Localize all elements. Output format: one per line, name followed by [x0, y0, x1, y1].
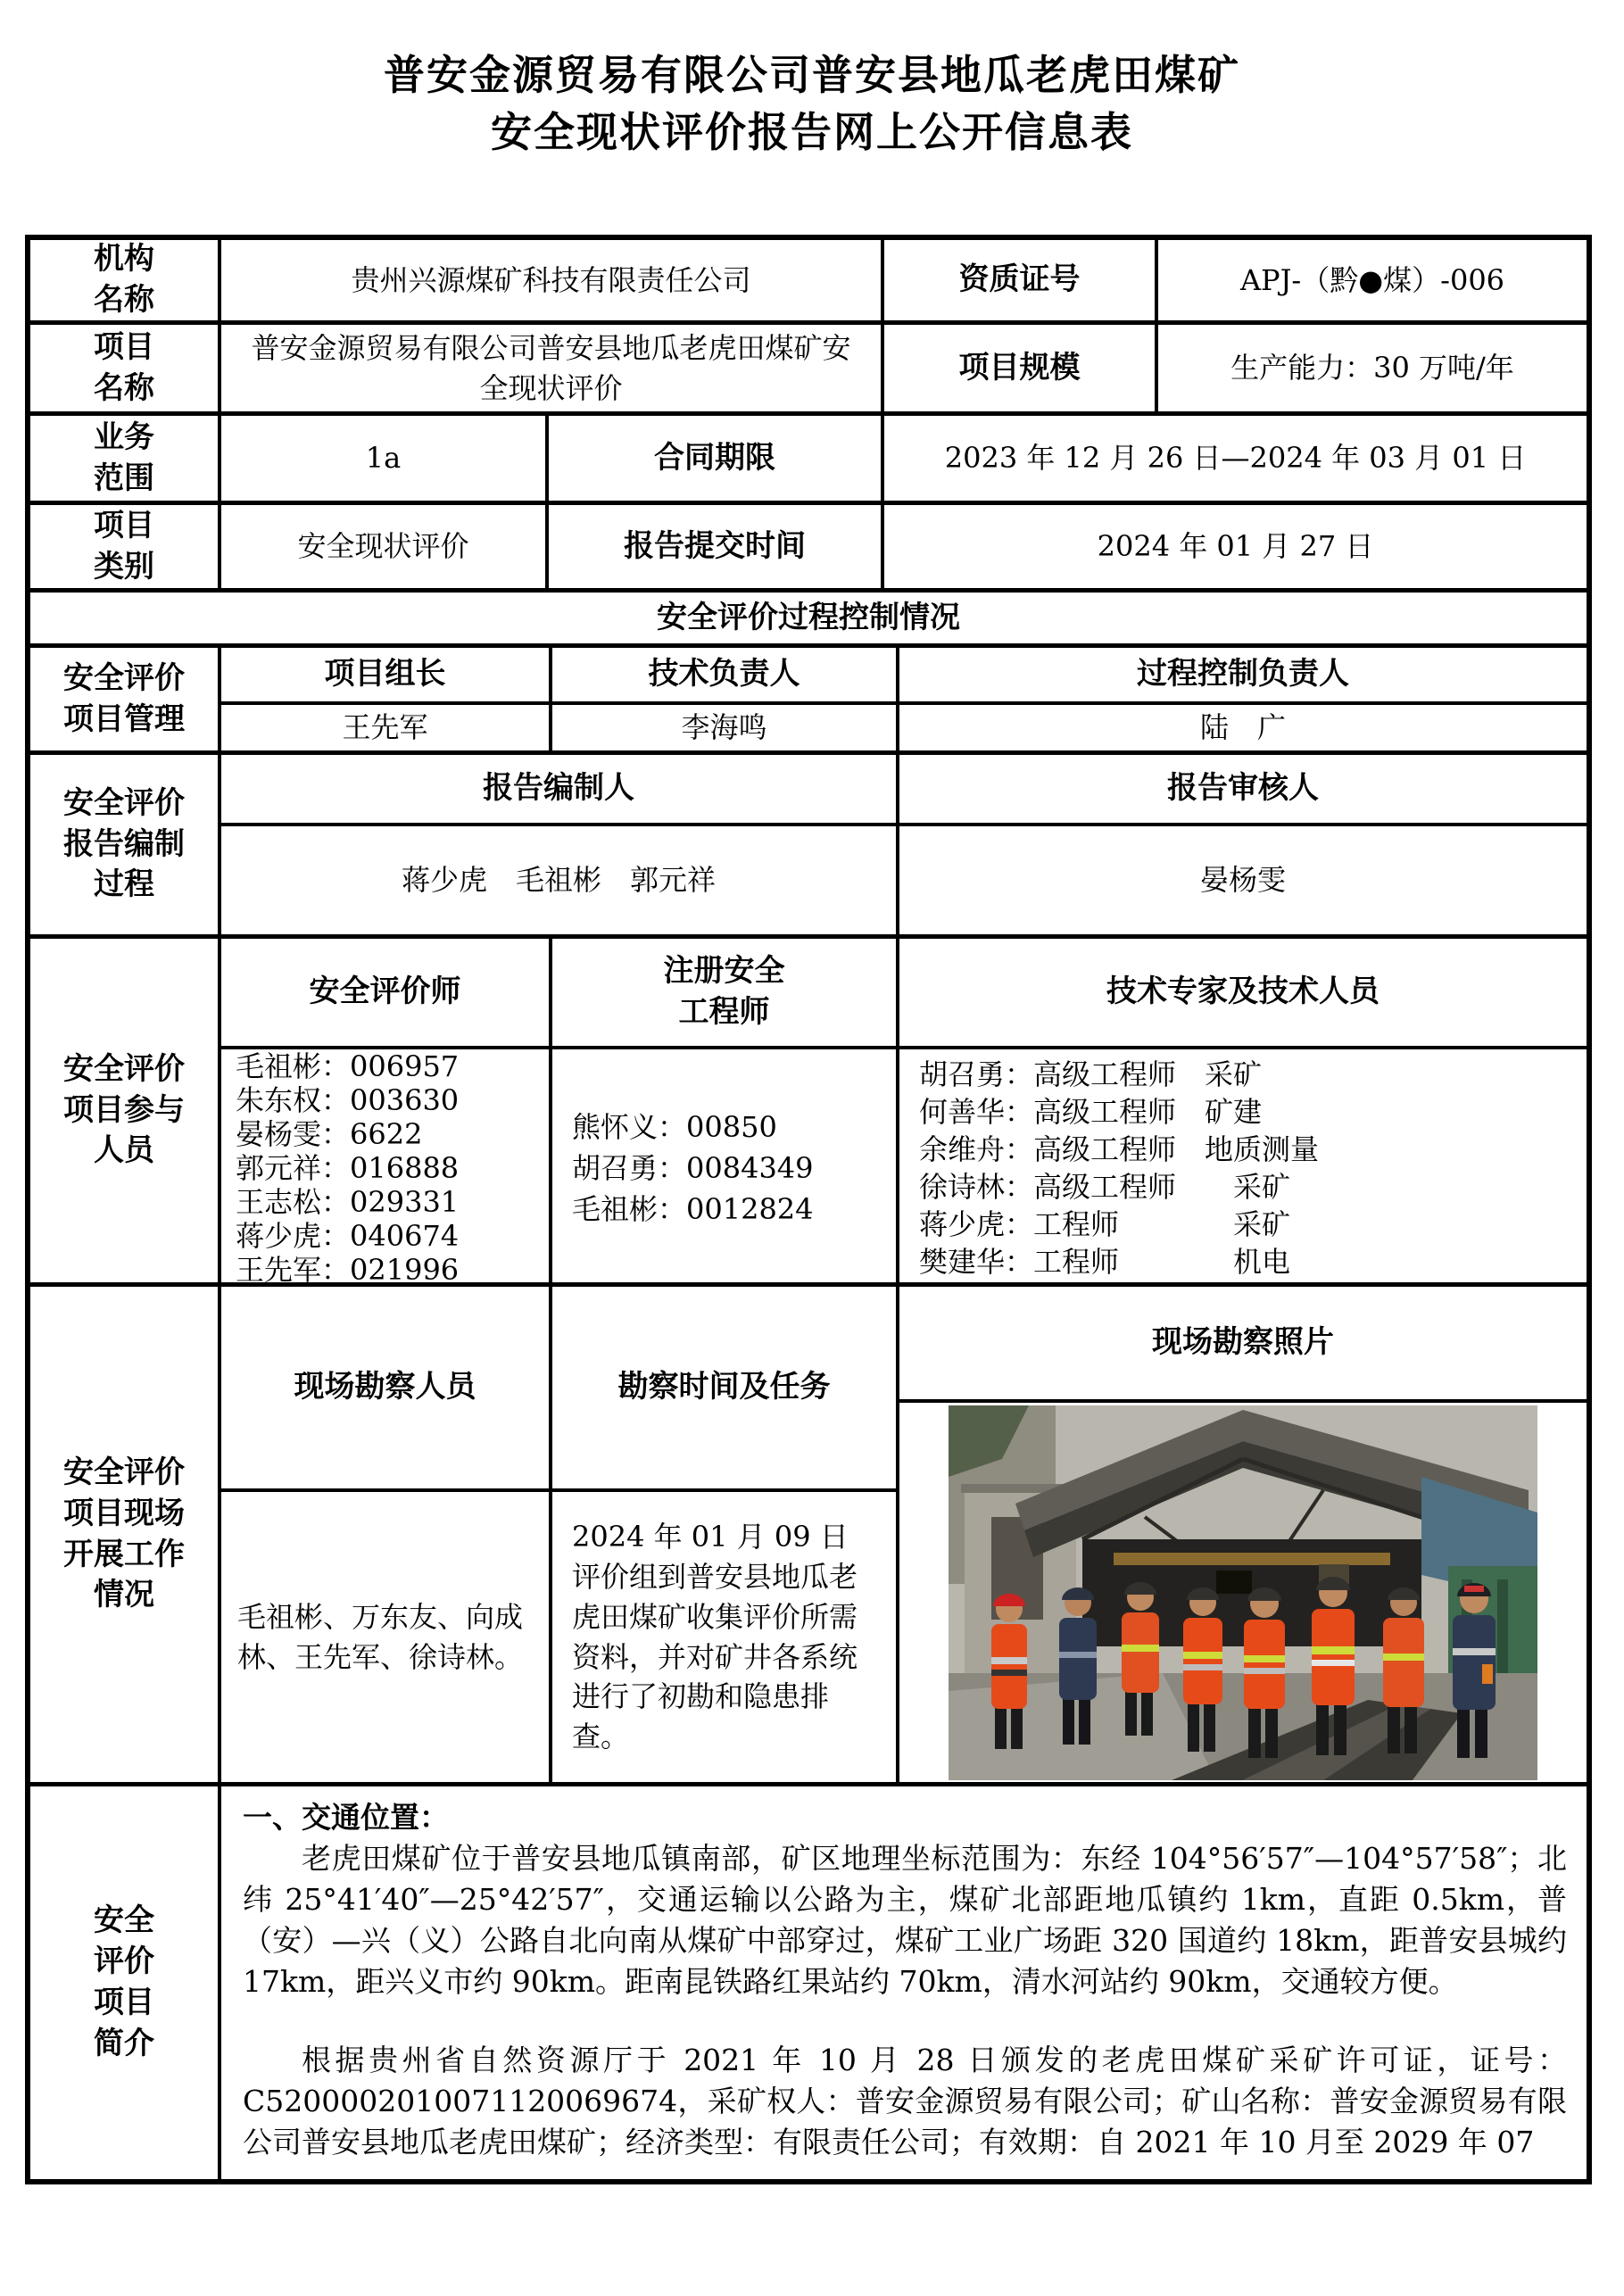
- project-management-label: 安全评价项目管理: [63, 659, 185, 737]
- report-compilation-label-cell: [30, 755, 218, 934]
- site-task-header: 勘察时间及任务: [552, 1287, 896, 1492]
- row-project-type: [30, 501, 1587, 588]
- section-project-intro: [30, 1782, 1587, 2179]
- project-type-label-cell: [30, 505, 218, 588]
- report-reviewer-label: 报告审核人: [896, 755, 1587, 823]
- project-type-value: 安全现状评价: [218, 505, 545, 588]
- section-report-compilation: [30, 750, 1587, 934]
- intro-heading: 一、交通位置：: [243, 1800, 449, 1835]
- process-control-section-title: 安全评价过程控制情况: [657, 599, 960, 635]
- management-header-row: [221, 648, 1587, 701]
- project-intro-label-cell: [30, 1786, 218, 2179]
- report-reviewer-name: 晏杨雯: [896, 826, 1587, 934]
- row-business-scope: [30, 411, 1587, 501]
- report-writer-names: 蒋少虎 毛祖彬 郭元祥: [401, 863, 716, 898]
- row-project-name: [30, 320, 1587, 411]
- business-scope-label-cell: [30, 416, 218, 501]
- cert-no-label: 资质证号: [881, 240, 1155, 320]
- evaluator-item: 王志松：029331: [236, 1185, 460, 1219]
- document-title-line1: 普安金源贸易有限公司普安县地瓜老虎田煤矿: [384, 51, 1240, 99]
- document-title-line2: 安全现状评价报告网上公开信息表: [491, 108, 1133, 156]
- team-leader-label: 项目组长: [324, 656, 446, 692]
- team-leader-name: 王先军: [342, 710, 428, 745]
- site-task-column: [549, 1287, 896, 1782]
- participants-names-row: [221, 1046, 1587, 1287]
- site-photo-header: 现场勘察照片: [899, 1287, 1587, 1403]
- intro-paragraph: 老虎田煤矿位于普安县地瓜镇南部，矿区地理坐标范围为：东经 104°56′57″—104°57′58″；北纬 25°41′40″—25°42′57″，交通运输以公路为主，煤矿北部距地瓜镇约 1km，直距 0.5km，普（安）—兴（义）公路自北向南从煤矿中部穿过，煤矿工业广场距 320 国道约 18km，距普安县城约 17km，距兴义市约 90km。距南昆铁路红果站约 70km，清水河站约 90km，交通较方便。: [243, 1841, 1567, 1999]
- evaluators-list: [221, 1049, 549, 1287]
- business-scope-label: 业务范围: [94, 419, 154, 496]
- project-intro-content: [218, 1786, 1587, 2179]
- organization-value: 贵州兴源煤矿科技有限责任公司: [218, 240, 881, 320]
- contract-period-value: 2023 年 12 月 26 日—2024 年 03 月 01 日: [881, 416, 1587, 501]
- site-photo-cell: [899, 1403, 1587, 1782]
- expert-item: 徐诗林：高级工程师 采矿: [919, 1170, 1291, 1204]
- row-organization: [30, 240, 1587, 320]
- project-name-label: 项目名称: [94, 328, 154, 406]
- site-photo-column: [896, 1287, 1587, 1782]
- project-scale-value: 生产能力：30 万吨/年: [1155, 325, 1587, 411]
- info-table: [25, 235, 1592, 2184]
- engineer-item: 熊怀义：00850: [572, 1110, 777, 1144]
- project-type-label: 项目类别: [94, 507, 154, 584]
- project-scale-label: 项目规模: [881, 325, 1155, 411]
- report-writer-label: 报告编制人: [483, 770, 634, 807]
- tech-lead-name: 李海鸣: [549, 705, 896, 750]
- site-task-value: 2024 年 01 月 09 日评价组到普安县地瓜老虎田煤矿收集评价所需资料，并对矿井各系统进行了初勘和隐患排查。: [572, 1520, 858, 1754]
- engineer-item: 胡召勇：0084349: [572, 1151, 814, 1185]
- tech-lead-label: 技术负责人: [549, 648, 896, 701]
- expert-item: 余维舟：高级工程师 地质测量: [919, 1132, 1320, 1166]
- expert-item: 胡召勇：高级工程师 采矿: [919, 1057, 1263, 1091]
- experts-list-cell: [896, 1049, 1587, 1287]
- row-process-control-header: [30, 588, 1587, 643]
- expert-item: 蒋少虎：工程师 采矿: [919, 1207, 1291, 1241]
- intro-paragraph: 根据贵州省自然资源厅于 2021 年 10 月 28 日颁发的老虎田煤矿采矿许可证，证号：C5200002010071120069674，采矿权人：普安金源贸易有限公司；矿山名称：普安金源贸易有限公司普安县地瓜老虎田煤矿；经济类型：有限责任公司；有效期：自 2021 年 10 月至 2029 年 07: [243, 2043, 1567, 2159]
- site-survey-photo: [899, 1403, 1587, 1782]
- engineers-header-text: 注册安全工程师: [663, 953, 785, 1030]
- evaluator-item: 蒋少虎：040674: [236, 1219, 460, 1253]
- evaluator-item: 晏杨雯：6622: [236, 1117, 423, 1151]
- evaluators-list-cell: [221, 1049, 549, 1287]
- engineer-item: 毛祖彬：0012824: [572, 1192, 814, 1226]
- report-submit-label: 报告提交时间: [545, 505, 881, 588]
- project-intro-label: 安全评价项目简介: [94, 1902, 154, 2061]
- participants-label-cell: [30, 939, 218, 1282]
- site-personnel-header: 现场勘察人员: [221, 1287, 549, 1492]
- site-personnel-value: 毛祖彬、万东友、向成林、王先军、徐诗林。: [237, 1599, 524, 1674]
- cert-no-value: APJ-（黔●煤）-006: [1155, 240, 1587, 320]
- expert-item: 樊建华：工程师 机电: [919, 1245, 1291, 1279]
- process-control-lead-name: 陆 广: [896, 705, 1587, 750]
- site-work-label-cell: [30, 1287, 218, 1782]
- engineers-list-cell: [549, 1049, 896, 1287]
- site-survey-photo-illustration: [949, 1405, 1537, 1780]
- project-management-label-cell: [30, 648, 218, 750]
- report-compilation-label: 安全评价报告编制过程: [63, 784, 185, 903]
- engineers-header: [549, 939, 896, 1046]
- participants-header-row: [221, 939, 1587, 1046]
- section-site-work: [30, 1282, 1587, 1782]
- expert-item: 何善华：高级工程师 矿建: [919, 1095, 1263, 1129]
- compilation-header-row: [221, 755, 1587, 823]
- section-project-management: [30, 643, 1587, 750]
- evaluator-item: 毛祖彬：006957: [236, 1049, 460, 1083]
- site-work-label: 安全评价项目现场开展工作情况: [63, 1454, 185, 1613]
- project-name-label-cell: [30, 325, 218, 411]
- report-submit-value: 2024 年 01 月 27 日: [881, 505, 1587, 588]
- evaluator-item: 王先军：021996: [236, 1253, 460, 1287]
- compilation-names-row: [221, 823, 1587, 934]
- project-name-value: 普安金源贸易有限公司普安县地瓜老虎田煤矿安全现状评价: [218, 325, 881, 411]
- participants-label: 安全评价项目参与人员: [63, 1050, 185, 1169]
- engineers-list: [552, 1107, 896, 1230]
- evaluator-item: 郭元祥：016888: [236, 1151, 460, 1185]
- organization-label: 机构名称: [94, 241, 154, 318]
- process-control-lead-label: 过程控制负责人: [896, 648, 1587, 701]
- evaluators-header: 安全评价师: [309, 974, 461, 1010]
- business-scope-value: 1a: [218, 416, 545, 501]
- site-personnel-column: [221, 1287, 549, 1782]
- organization-label-cell: [30, 240, 218, 320]
- experts-header: 技术专家及技术人员: [896, 939, 1587, 1046]
- section-participants: [30, 934, 1587, 1287]
- evaluator-item: 朱东权：003630: [236, 1083, 460, 1117]
- management-names-row: [221, 701, 1587, 750]
- experts-list: [899, 1056, 1587, 1281]
- contract-period-label: 合同期限: [545, 416, 881, 501]
